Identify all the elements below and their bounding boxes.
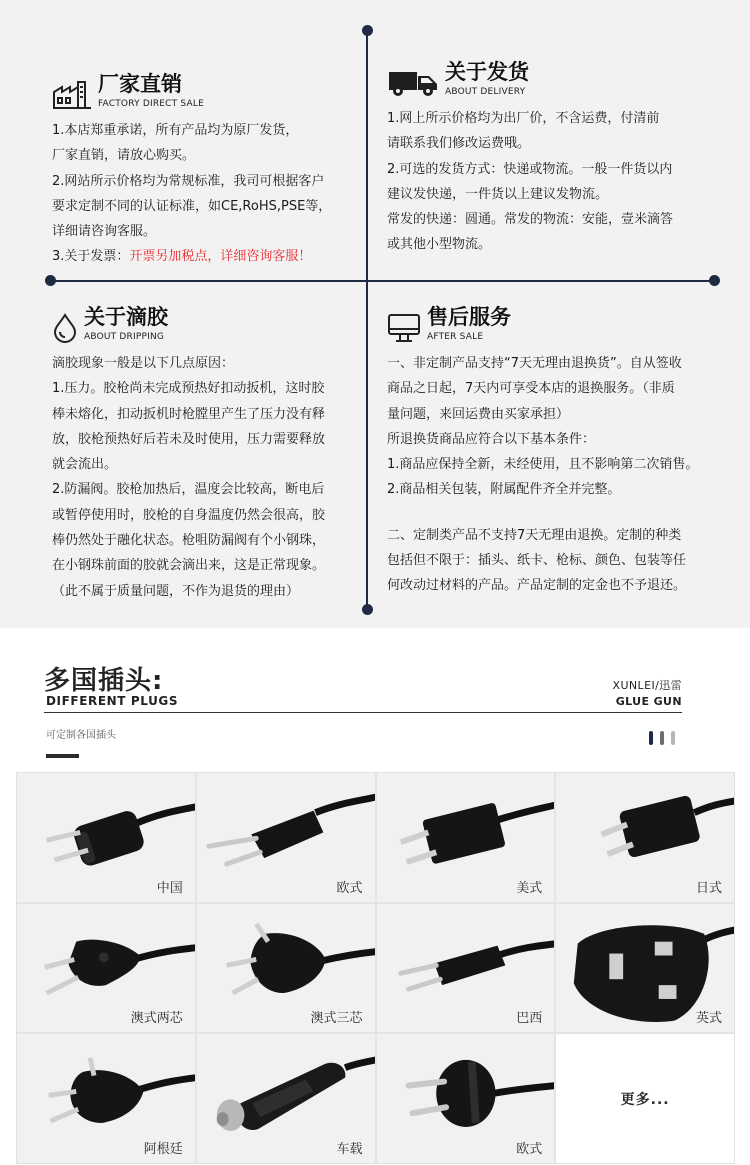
text-line: 2.可选的发货方式：快递或物流。一般一件货以内 (387, 161, 673, 177)
plug-label: 欧式 (516, 1142, 543, 1157)
vertical-divider (366, 30, 368, 610)
text-line: 何改动过材料的产品。产品定制的定金也不予退还。 (387, 578, 687, 594)
plug-card[interactable] (377, 904, 555, 1033)
section-header (52, 72, 357, 110)
truck-icon (387, 64, 439, 98)
text-line: 棒未熔化，扣动扳机时枪膛里产生了压力没有释 (52, 406, 326, 422)
brand-name: XUNLEI/迅雷 (612, 679, 682, 692)
plug-label: 中国 (156, 880, 183, 896)
text-line: 滴胶现象一般是以下几点原因： (52, 356, 235, 371)
dripping-section (52, 305, 362, 604)
plug-card[interactable] (197, 904, 375, 1033)
pager-dot (671, 731, 675, 745)
plugs-subtitle: DIFFERENT PLUGS (46, 694, 179, 708)
text-line: 1.本店郑重承诺，所有产品均为原厂发货， (52, 123, 299, 138)
text-line: 棒仍然处于融化状态。枪咀防漏阀有个小钢珠， (52, 533, 326, 549)
divider-dot (45, 275, 56, 286)
text-line: 要求定制不同的认证标准，如CE,RoHS,PSE等， (52, 198, 332, 214)
text-line: 在小钢珠前面的胶就会滴出来，这是正常现象。 (52, 558, 326, 574)
section-title: 厂家直销 (98, 72, 182, 96)
plug-label: 巴西 (516, 1011, 543, 1027)
invoice-prefix: 3.关于发票： (52, 249, 130, 265)
horizontal-divider (50, 280, 715, 282)
after-sale-text (387, 351, 732, 599)
invoice-highlight: 开票另加税点，详细咨询客服！ (129, 249, 312, 265)
droplet-icon (52, 313, 78, 343)
plug-card[interactable] (197, 773, 375, 902)
more-label: 更多... (620, 1091, 670, 1108)
text-line: 放，胶枪预热好后若未及时使用，压力需要释放 (52, 431, 326, 447)
text-line: 一、非定制产品支持“7天无理由退换货”。自从签收 (387, 356, 682, 371)
pager-dot (660, 731, 664, 745)
plug-label: 车载 (336, 1142, 363, 1157)
text-line: （此不属于质量问题，不作为退货的理由） (52, 583, 300, 599)
text-line: 常发的快递：圆通。常发的物流：安能，壹米滴答 (387, 212, 674, 228)
plug-label: 澳式三芯 (310, 1011, 363, 1027)
delivery-section (387, 60, 727, 258)
plug-label: 欧式 (336, 880, 363, 896)
plugs-divider (44, 712, 682, 713)
plug-label: 阿根廷 (143, 1142, 183, 1157)
divider-dot (362, 25, 373, 36)
section-header (387, 60, 727, 98)
spacer (387, 503, 732, 523)
section-title: 售后服务 (427, 305, 511, 329)
text-line: 二、定制类产品不支持7天无理由退换。定制的种类 (387, 527, 682, 543)
text-line: 2.防漏阀。胶枪加热后，温度会比较高，断电后 (52, 482, 325, 498)
after-sale-section (387, 305, 732, 599)
plug-card[interactable] (17, 1034, 195, 1163)
brand-product: GLUE GUN (615, 695, 682, 708)
divider-dot (362, 604, 373, 615)
section-subtitle: AFTER SALE (427, 332, 484, 342)
divider-dot (709, 275, 720, 286)
plug-card[interactable] (197, 1034, 375, 1163)
delivery-text (387, 106, 727, 258)
text-line: 1.压力。胶枪尚未完成预热好扣动扳机，这时胶 (52, 381, 325, 397)
plug-card[interactable] (556, 904, 734, 1033)
text-line: 或其他小型物流。 (387, 237, 492, 253)
section-title: 关于发货 (445, 60, 529, 84)
pager-dot (649, 731, 653, 745)
section-header (52, 305, 362, 343)
factory-text (52, 118, 357, 270)
more-plugs-link[interactable] (556, 1034, 734, 1163)
invoice-line (52, 244, 357, 269)
text-line: 2.商品相关包装，附属配件齐全并完整。 (387, 482, 621, 498)
plug-card[interactable] (17, 773, 195, 902)
text-line: 包括但不限于：插头、纸卡、枪标、颜色、包装等任 (387, 553, 687, 569)
text-line: 量问题，来回运费由买家承担） (387, 406, 570, 422)
text-line: 详细请咨询客服。 (52, 224, 157, 240)
plugs-title: 多国插头: (44, 666, 164, 696)
section-subtitle: ABOUT DRIPPING (84, 332, 165, 342)
plug-grid (16, 772, 735, 1164)
section-header (387, 305, 732, 343)
plug-label: 英式 (695, 1011, 722, 1027)
plug-label: 美式 (516, 880, 543, 896)
section-title: 关于滴胶 (84, 305, 168, 329)
dripping-text (52, 351, 362, 604)
text-line: 或暂停使用时，胶枪的自身温度仍然会很高，胶 (52, 507, 326, 523)
text-line: 1.商品应保持全新，未经使用，且不影响第二次销售。 (387, 457, 699, 473)
text-line: 2.网站所示价格均为常规标准，我司可根据客户 (52, 173, 325, 189)
text-line: 1.网上所示价格均为出厂价，不含运费，付清前 (387, 111, 660, 126)
plug-card[interactable] (556, 773, 734, 902)
text-line: 所退换货商品应符合以下基本条件： (387, 431, 596, 447)
plug-label: 澳式两芯 (130, 1011, 183, 1027)
text-line: 厂家直销，请放心购买。 (52, 148, 196, 164)
text-line: 建议发快递，一件货以上建议发物流。 (387, 186, 609, 202)
text-line: 商品之日起，7天内可享受本店的退换服务。（非质 (387, 381, 675, 397)
text-line: 就会流出。 (52, 457, 118, 473)
plug-card[interactable] (17, 904, 195, 1033)
plug-card[interactable] (377, 1034, 555, 1163)
section-subtitle: FACTORY DIRECT SALE (98, 99, 204, 109)
plug-card[interactable] (377, 773, 555, 902)
factory-icon (52, 78, 92, 110)
plug-label: 日式 (695, 880, 722, 896)
text-line: 请联系我们修改运费哦。 (387, 136, 531, 152)
monitor-icon (387, 313, 421, 343)
factory-section (52, 72, 357, 270)
section-subtitle: ABOUT DELIVERY (445, 87, 526, 97)
plugs-note: 可定制各国插头 (46, 730, 116, 741)
note-underline (46, 754, 79, 758)
pager-indicator (649, 731, 675, 745)
